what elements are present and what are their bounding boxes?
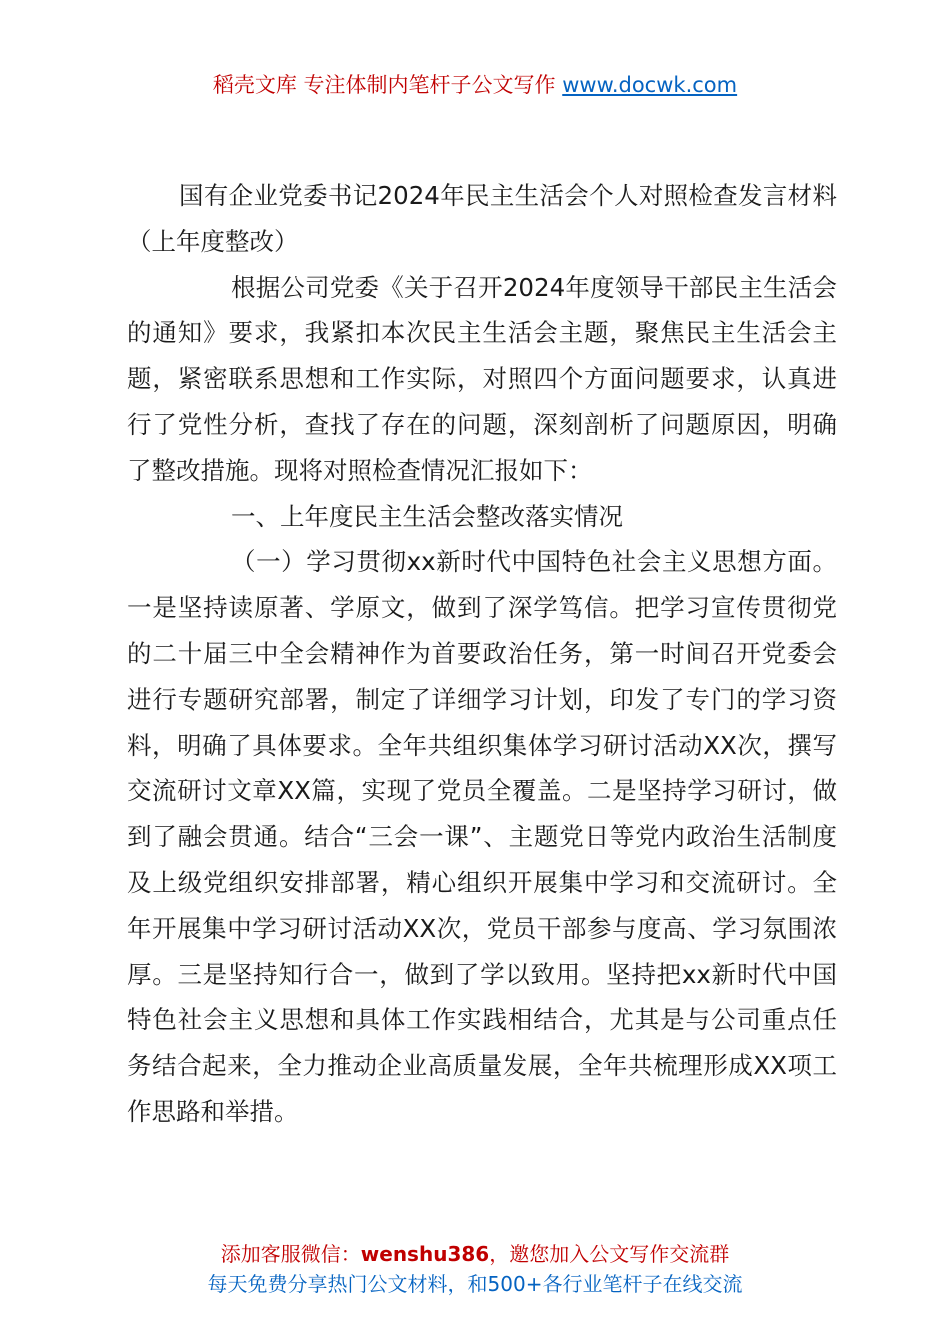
footer-contact-line bbox=[0, 1239, 950, 1269]
section-heading: 一、上年度民主生活会整改落实情况 bbox=[231, 501, 623, 531]
footer-contact-suffix: ，邀您加入公文写作交流群 bbox=[489, 1242, 730, 1266]
document-title: 国有企业党委书记2024年民主生活会个人对照检查发言材料（上年度整改） bbox=[127, 181, 837, 256]
page-header bbox=[0, 70, 950, 100]
footer-promo-line: 每天免费分享热门公文材料，和500+各行业笔杆子在线交流 bbox=[207, 1272, 743, 1296]
header-brand-text: 稻壳文库 专注体制内笔杆子公文写作 bbox=[212, 73, 563, 97]
header-website-link[interactable]: www.docwk.com bbox=[562, 73, 738, 97]
page-footer bbox=[0, 1239, 950, 1299]
footer-contact-prefix: 添加客服微信： bbox=[220, 1242, 361, 1266]
footer-wechat-id: wenshu386 bbox=[360, 1242, 490, 1266]
document-body bbox=[127, 173, 837, 1135]
intro-paragraph: 根据公司党委《关于召开2024年度领导干部民主生活会的通知》要求，我紧扣本次民主生活会主题，聚焦民主生活会主题，紧密联系思想和工作实际，对照四个方面问题要求，认真进行了党性分析，查找了存在的问题，深刻剖析了问题原因，明确了整改措施。现将对照检查情况汇报如下： bbox=[127, 272, 837, 485]
subsection-paragraph: （一）学习贯彻xx新时代中国特色社会主义思想方面。一是坚持读原著、学原文，做到了深学笃信。把学习宣传贯彻党的二十届三中全会精神作为首要政治任务，第一时间召开党委会进行专题研究部署，制定了详细学习计划，印发了专门的学习资料，明确了具体要求。全年共组织集体学习研讨活动XX次，撰写交流研讨文章XX篇，实现了党员全覆盖。二是坚持学习研讨，做到了融会贯通。结合“三会一课”、主题党日等党内政治生活制度及上级党组织安排部署，精心组织开展集中学习和交流研讨。全年开展集中学习研讨活动XX次，党员干部参与度高、学习氛围浓厚。三是坚持知行合一，做到了学以致用。坚持把xx新时代中国特色社会主义思想和具体工作实践相结合，尤其是与公司重点任务结合起来，全力推动企业高质量发展，全年共梳理形成XX项工作思路和举措。 bbox=[127, 547, 837, 1126]
